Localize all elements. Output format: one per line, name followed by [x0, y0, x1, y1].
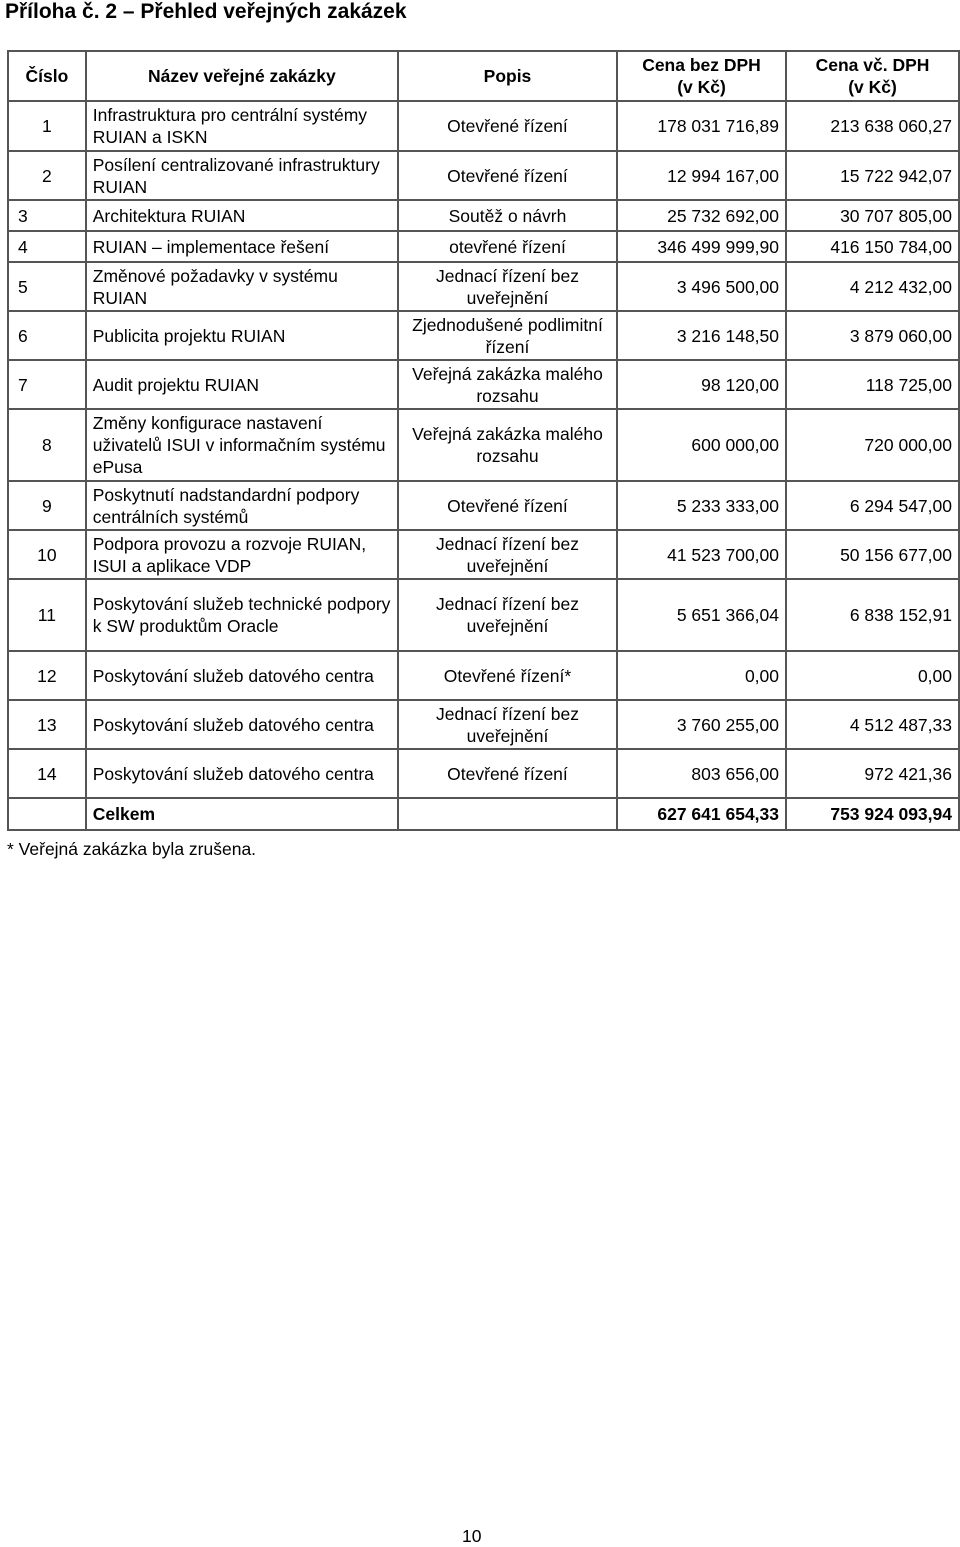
row-name: Architektura RUIAN: [86, 200, 398, 231]
row-number: 5: [8, 262, 86, 311]
row-number: 8: [8, 409, 86, 481]
row-name: Poskytování služeb datového centra: [86, 651, 398, 700]
row-price-incl-vat: 118 725,00: [786, 360, 959, 409]
table-row: [8, 200, 959, 231]
row-name: Audit projektu RUIAN: [86, 360, 398, 409]
table-row: [8, 700, 959, 749]
row-description: Jednací řízení bez uveřejnění: [398, 530, 617, 579]
row-price-excl-vat: 41 523 700,00: [617, 530, 786, 579]
table-header-row: [8, 51, 959, 101]
row-name: RUIAN – implementace řešení: [86, 231, 398, 262]
row-price-excl-vat: 600 000,00: [617, 409, 786, 481]
row-price-excl-vat: 0,00: [617, 651, 786, 700]
row-description: Otevřené řízení: [398, 749, 617, 798]
row-number: 9: [8, 481, 86, 530]
row-number: 10: [8, 530, 86, 579]
col-header-price-excl-vat-line1: Cena bez DPH: [642, 55, 761, 75]
row-price-excl-vat: 803 656,00: [617, 749, 786, 798]
row-name: Poskytování služeb datového centra: [86, 700, 398, 749]
row-number: 13: [8, 700, 86, 749]
row-description: Veřejná zakázka malého rozsahu: [398, 409, 617, 481]
row-description: Jednací řízení bez uveřejnění: [398, 700, 617, 749]
table-row: [8, 530, 959, 579]
row-name: Poskytování služeb datového centra: [86, 749, 398, 798]
col-header-price-incl-vat-line1: Cena vč. DPH: [815, 55, 930, 75]
col-header-price-incl-vat-line2: (v Kč): [848, 77, 897, 97]
row-price-incl-vat: 6 838 152,91: [786, 579, 959, 651]
row-number: 4: [8, 231, 86, 262]
row-description: Otevřené řízení: [398, 481, 617, 530]
table-row: [8, 101, 959, 151]
row-price-incl-vat: 416 150 784,00: [786, 231, 959, 262]
table-row: [8, 651, 959, 700]
row-price-incl-vat: 3 879 060,00: [786, 311, 959, 360]
table-row: [8, 409, 959, 481]
row-price-excl-vat: 98 120,00: [617, 360, 786, 409]
row-price-incl-vat: 30 707 805,00: [786, 200, 959, 231]
row-number: 1: [8, 101, 86, 151]
table-row: [8, 151, 959, 200]
row-number: 12: [8, 651, 86, 700]
row-price-excl-vat: 12 994 167,00: [617, 151, 786, 200]
contracts-table: [7, 50, 960, 831]
total-price-excl-vat: 627 641 654,33: [617, 798, 786, 830]
table-row: [8, 262, 959, 311]
row-name: Změny konfigurace nastavení uživatelů ISUI v informačním systému ePusa: [86, 409, 398, 481]
row-description: Veřejná zakázka malého rozsahu: [398, 360, 617, 409]
row-price-excl-vat: 25 732 692,00: [617, 200, 786, 231]
col-header-description: Popis: [398, 51, 617, 101]
page-heading: Příloha č. 2 – Přehled veřejných zakázek: [5, 0, 407, 23]
col-header-number: Číslo: [8, 51, 86, 101]
row-price-incl-vat: 0,00: [786, 651, 959, 700]
row-price-incl-vat: 50 156 677,00: [786, 530, 959, 579]
row-name: Změnové požadavky v systému RUIAN: [86, 262, 398, 311]
total-empty-cell: [8, 798, 86, 830]
row-description: otevřené řízení: [398, 231, 617, 262]
row-price-excl-vat: 3 760 255,00: [617, 700, 786, 749]
table-row: [8, 481, 959, 530]
table-row: [8, 579, 959, 651]
row-number: 3: [8, 200, 86, 231]
row-description: Otevřené řízení: [398, 151, 617, 200]
total-row: [8, 798, 959, 830]
table-row: [8, 360, 959, 409]
row-description: Soutěž o návrh: [398, 200, 617, 231]
row-name: Posílení centralizované infrastruktury RUIAN: [86, 151, 398, 200]
row-price-incl-vat: 4 212 432,00: [786, 262, 959, 311]
footnote: * Veřejná zakázka byla zrušena.: [7, 839, 257, 859]
row-name: Poskytování služeb technické podpory k SW produktům Oracle: [86, 579, 398, 651]
row-price-incl-vat: 720 000,00: [786, 409, 959, 481]
row-description: Jednací řízení bez uveřejnění: [398, 262, 617, 311]
col-header-price-incl-vat: [786, 51, 959, 101]
row-name: Podpora provozu a rozvoje RUIAN, ISUI a aplikace VDP: [86, 530, 398, 579]
table-row: [8, 311, 959, 360]
row-description: Otevřené řízení*: [398, 651, 617, 700]
row-price-excl-vat: 5 233 333,00: [617, 481, 786, 530]
row-name: Publicita projektu RUIAN: [86, 311, 398, 360]
row-price-excl-vat: 178 031 716,89: [617, 101, 786, 151]
row-price-incl-vat: 6 294 547,00: [786, 481, 959, 530]
total-label: Celkem: [86, 798, 398, 830]
table-row: [8, 231, 959, 262]
row-price-incl-vat: 4 512 487,33: [786, 700, 959, 749]
page-number: 10: [462, 1526, 482, 1546]
row-number: 6: [8, 311, 86, 360]
col-header-name: Název veřejné zakázky: [86, 51, 398, 101]
row-price-incl-vat: 213 638 060,27: [786, 101, 959, 151]
table-row: [8, 749, 959, 798]
row-number: 7: [8, 360, 86, 409]
col-header-price-excl-vat: [617, 51, 786, 101]
row-number: 2: [8, 151, 86, 200]
col-header-price-excl-vat-line2: (v Kč): [677, 77, 726, 97]
row-description: Zjednodušené podlimitní řízení: [398, 311, 617, 360]
total-price-incl-vat: 753 924 093,94: [786, 798, 959, 830]
row-price-excl-vat: 3 496 500,00: [617, 262, 786, 311]
row-price-excl-vat: 346 499 999,90: [617, 231, 786, 262]
row-price-incl-vat: 972 421,36: [786, 749, 959, 798]
row-number: 11: [8, 579, 86, 651]
row-description: Otevřené řízení: [398, 101, 617, 151]
row-number: 14: [8, 749, 86, 798]
row-price-excl-vat: 3 216 148,50: [617, 311, 786, 360]
row-price-excl-vat: 5 651 366,04: [617, 579, 786, 651]
total-empty-description: [398, 798, 617, 830]
row-description: Jednací řízení bez uveřejnění: [398, 579, 617, 651]
row-name: Poskytnutí nadstandardní podpory centrálních systémů: [86, 481, 398, 530]
row-price-incl-vat: 15 722 942,07: [786, 151, 959, 200]
row-name: Infrastruktura pro centrální systémy RUIAN a ISKN: [86, 101, 398, 151]
